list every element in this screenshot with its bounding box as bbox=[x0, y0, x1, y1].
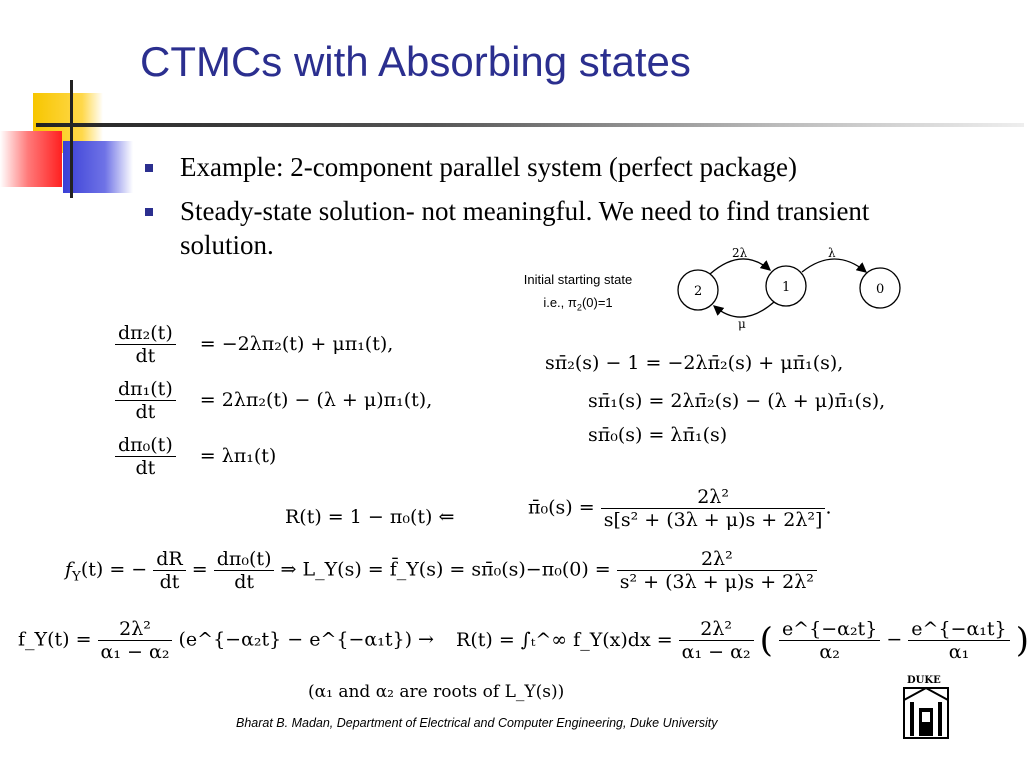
roots-note: (α₁ and α₂ are roots of L_Y(s)) bbox=[308, 682, 565, 702]
slide-title: CTMCs with Absorbing states bbox=[140, 38, 691, 85]
arrow-1-to-0 bbox=[802, 259, 866, 272]
bullet-text: Steady-state solution- not meaningful. We need to find transient solution. bbox=[180, 196, 870, 260]
decorative-red-square bbox=[0, 131, 62, 187]
diagram-caption bbox=[498, 272, 658, 313]
rate-label-mu: μ bbox=[738, 317, 746, 331]
laplace-equation-1: sπ̄₂(s) − 1 = −2λπ̄₂(s) + μπ̄₁(s), bbox=[545, 352, 844, 374]
bullet-square-icon bbox=[145, 208, 153, 216]
density-laplace-equation: $f_Y(t)$ = − $\frac{dR}{dt}$ = $\frac{\text{dπ₀(t)}}{dt}$ ⇒ L_Y(s) = f̄_Y(s) = sπ̄₀(s)−π₀(0) = $\frac{\text{2λ²}}{\text{s² + (3λ + μ)s + 2λ²}}$ bbox=[65, 548, 817, 593]
ode-equation-pi1: $\frac{\text{dπ₁(t)}}{dt}$ = 2λπ₂(t) − (λ + μ)π₁(t), bbox=[115, 378, 432, 423]
footer-citation: Bharat B. Madan, Department of Electrical and Computer Engineering, Duke University bbox=[236, 716, 718, 730]
decorative-blue-square bbox=[63, 141, 133, 193]
ode-equation-pi0: $\frac{\text{dπ₀(t)}}{dt}$ = λπ₁(t) bbox=[115, 434, 276, 479]
decorative-vertical-line bbox=[70, 80, 73, 198]
duke-logo bbox=[898, 672, 954, 742]
caption-line-2: i.e., $\pi_2(0)=1$ bbox=[543, 295, 613, 313]
bullet-square-icon bbox=[145, 164, 153, 172]
final-solution-equation: f_Y(t) = $\frac{\text{2λ²}}{\text{α₁ − α₂}}$ (e^{−α₂t} − e^{−α₁t}) → R(t) = ∫ₜ^∞ f_Y(x)dx = $\frac{\text{2λ²}}{\text{α₁ − α₂}}$ ( $\frac{\text{e\textasciicircum{}\{−α₂t\}}}{\text{α₂}}$ − $\frac{\text{e\textasciicircum{}\{−α₁t\}}}{\text{α₁}}$ ) bbox=[18, 618, 1029, 663]
state-label-1: 1 bbox=[782, 280, 791, 295]
rate-label-2lambda: 2λ bbox=[732, 246, 748, 260]
bullet-item bbox=[145, 150, 965, 184]
laplace-equation-3: sπ̄₀(s) = λπ̄₁(s) bbox=[588, 424, 728, 446]
arrow-2-to-1 bbox=[710, 259, 770, 274]
duke-logo-text: DUKE bbox=[907, 675, 941, 686]
arrow-1-to-2 bbox=[714, 302, 774, 317]
reliability-definition: R(t) = 1 − π₀(t) ⇐ bbox=[285, 506, 455, 528]
state-label-2: 2 bbox=[694, 284, 703, 299]
state-transition-diagram bbox=[670, 238, 910, 333]
caption-line-1: Initial starting state bbox=[523, 272, 633, 287]
state-label-0: 0 bbox=[876, 282, 885, 297]
laplace-equation-2: sπ̄₁(s) = 2λπ̄₂(s) − (λ + μ)π̄₁(s), bbox=[588, 390, 886, 412]
bullet-text: Example: 2-component parallel system (perfect package) bbox=[180, 152, 797, 182]
pi0-laplace-solution: π̄₀(s) = $\frac{\text{2λ²}}{\text{s[s² + (3λ + μ)s + 2λ²]}}$ . bbox=[528, 486, 832, 531]
title-divider-line bbox=[36, 123, 1024, 127]
rate-label-lambda: λ bbox=[828, 246, 836, 260]
ode-equation-pi2: $\frac{\text{dπ₂(t)}}{dt}$ = −2λπ₂(t) + μπ₁(t), bbox=[115, 322, 393, 367]
